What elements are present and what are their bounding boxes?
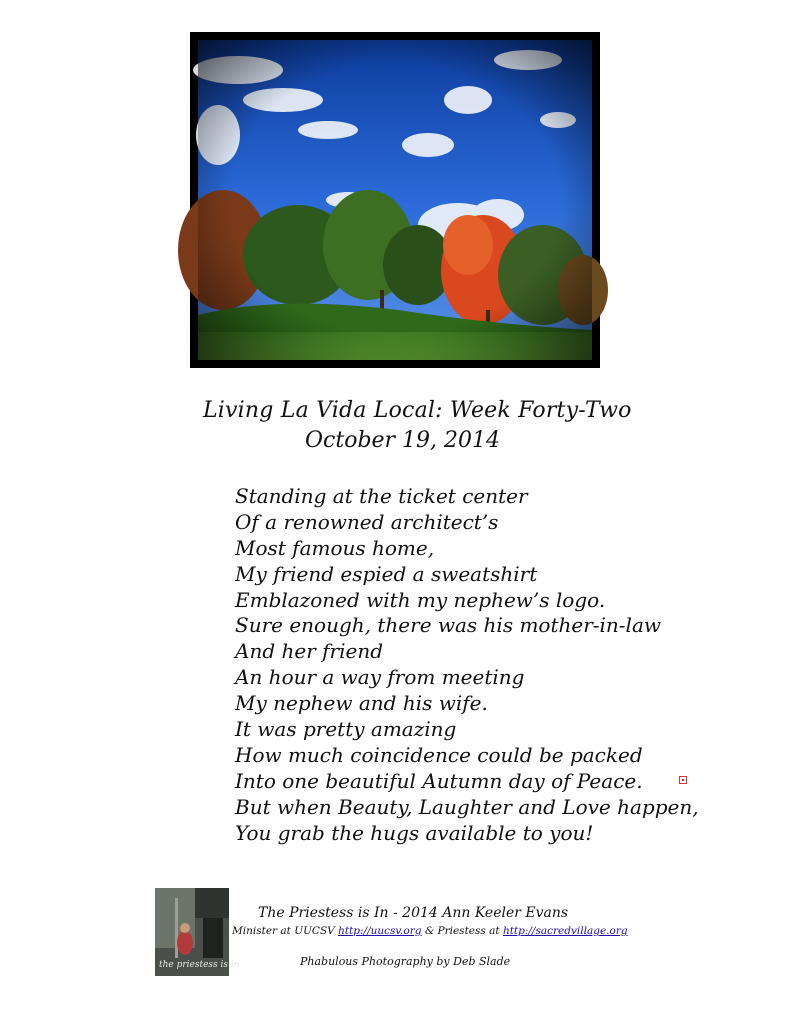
priestess-text: & Priestess at bbox=[421, 925, 503, 937]
poem bbox=[235, 484, 699, 846]
page-date: October 19, 2014 bbox=[305, 428, 501, 453]
priestess-logo bbox=[155, 888, 240, 976]
uucsv-link[interactable]: http://uucsv.org bbox=[338, 925, 422, 937]
poem-line: An hour a way from meeting bbox=[235, 665, 525, 690]
image-placeholder-icon bbox=[679, 776, 687, 784]
poem-line: It was pretty amazing bbox=[235, 717, 457, 742]
poem-line: How much coincidence could be packed bbox=[235, 742, 643, 767]
poem-line: Most famous home, bbox=[235, 535, 435, 560]
poem-line: But when Beauty, Laughter and Love happen, bbox=[235, 794, 699, 819]
footer-affiliations bbox=[232, 925, 628, 937]
poem-line: Sure enough, there was his mother-in-law bbox=[235, 613, 661, 638]
poem-line: Emblazoned with my nephew’s logo. bbox=[235, 587, 606, 612]
poem-line: My friend espied a sweatshirt bbox=[235, 561, 538, 586]
page-title: Living La Vida Local: Week Forty-Two bbox=[203, 398, 632, 423]
autumn-landscape-image bbox=[198, 40, 592, 360]
minister-text: Minister at UUCSV bbox=[232, 925, 339, 937]
landscape-photo bbox=[190, 32, 600, 368]
poem-line: Into one beautiful Autumn day of Peace. bbox=[235, 768, 643, 793]
poem-line: Standing at the ticket center bbox=[235, 484, 528, 508]
poem-line: Of a renowned architect’s bbox=[235, 509, 499, 534]
logo-text: the priestess is in bbox=[159, 960, 240, 970]
photo-credit: Phabulous Photography by Deb Slade bbox=[300, 955, 511, 968]
poem-line: And her friend bbox=[235, 639, 383, 664]
footer-heading: The Priestess is In - 2014 Ann Keeler Evans bbox=[258, 905, 569, 921]
poem-line: You grab the hugs available to you! bbox=[235, 820, 594, 845]
sacredvillage-link[interactable]: http://sacredvillage.org bbox=[502, 925, 628, 937]
poem-line: My nephew and his wife. bbox=[235, 691, 488, 716]
